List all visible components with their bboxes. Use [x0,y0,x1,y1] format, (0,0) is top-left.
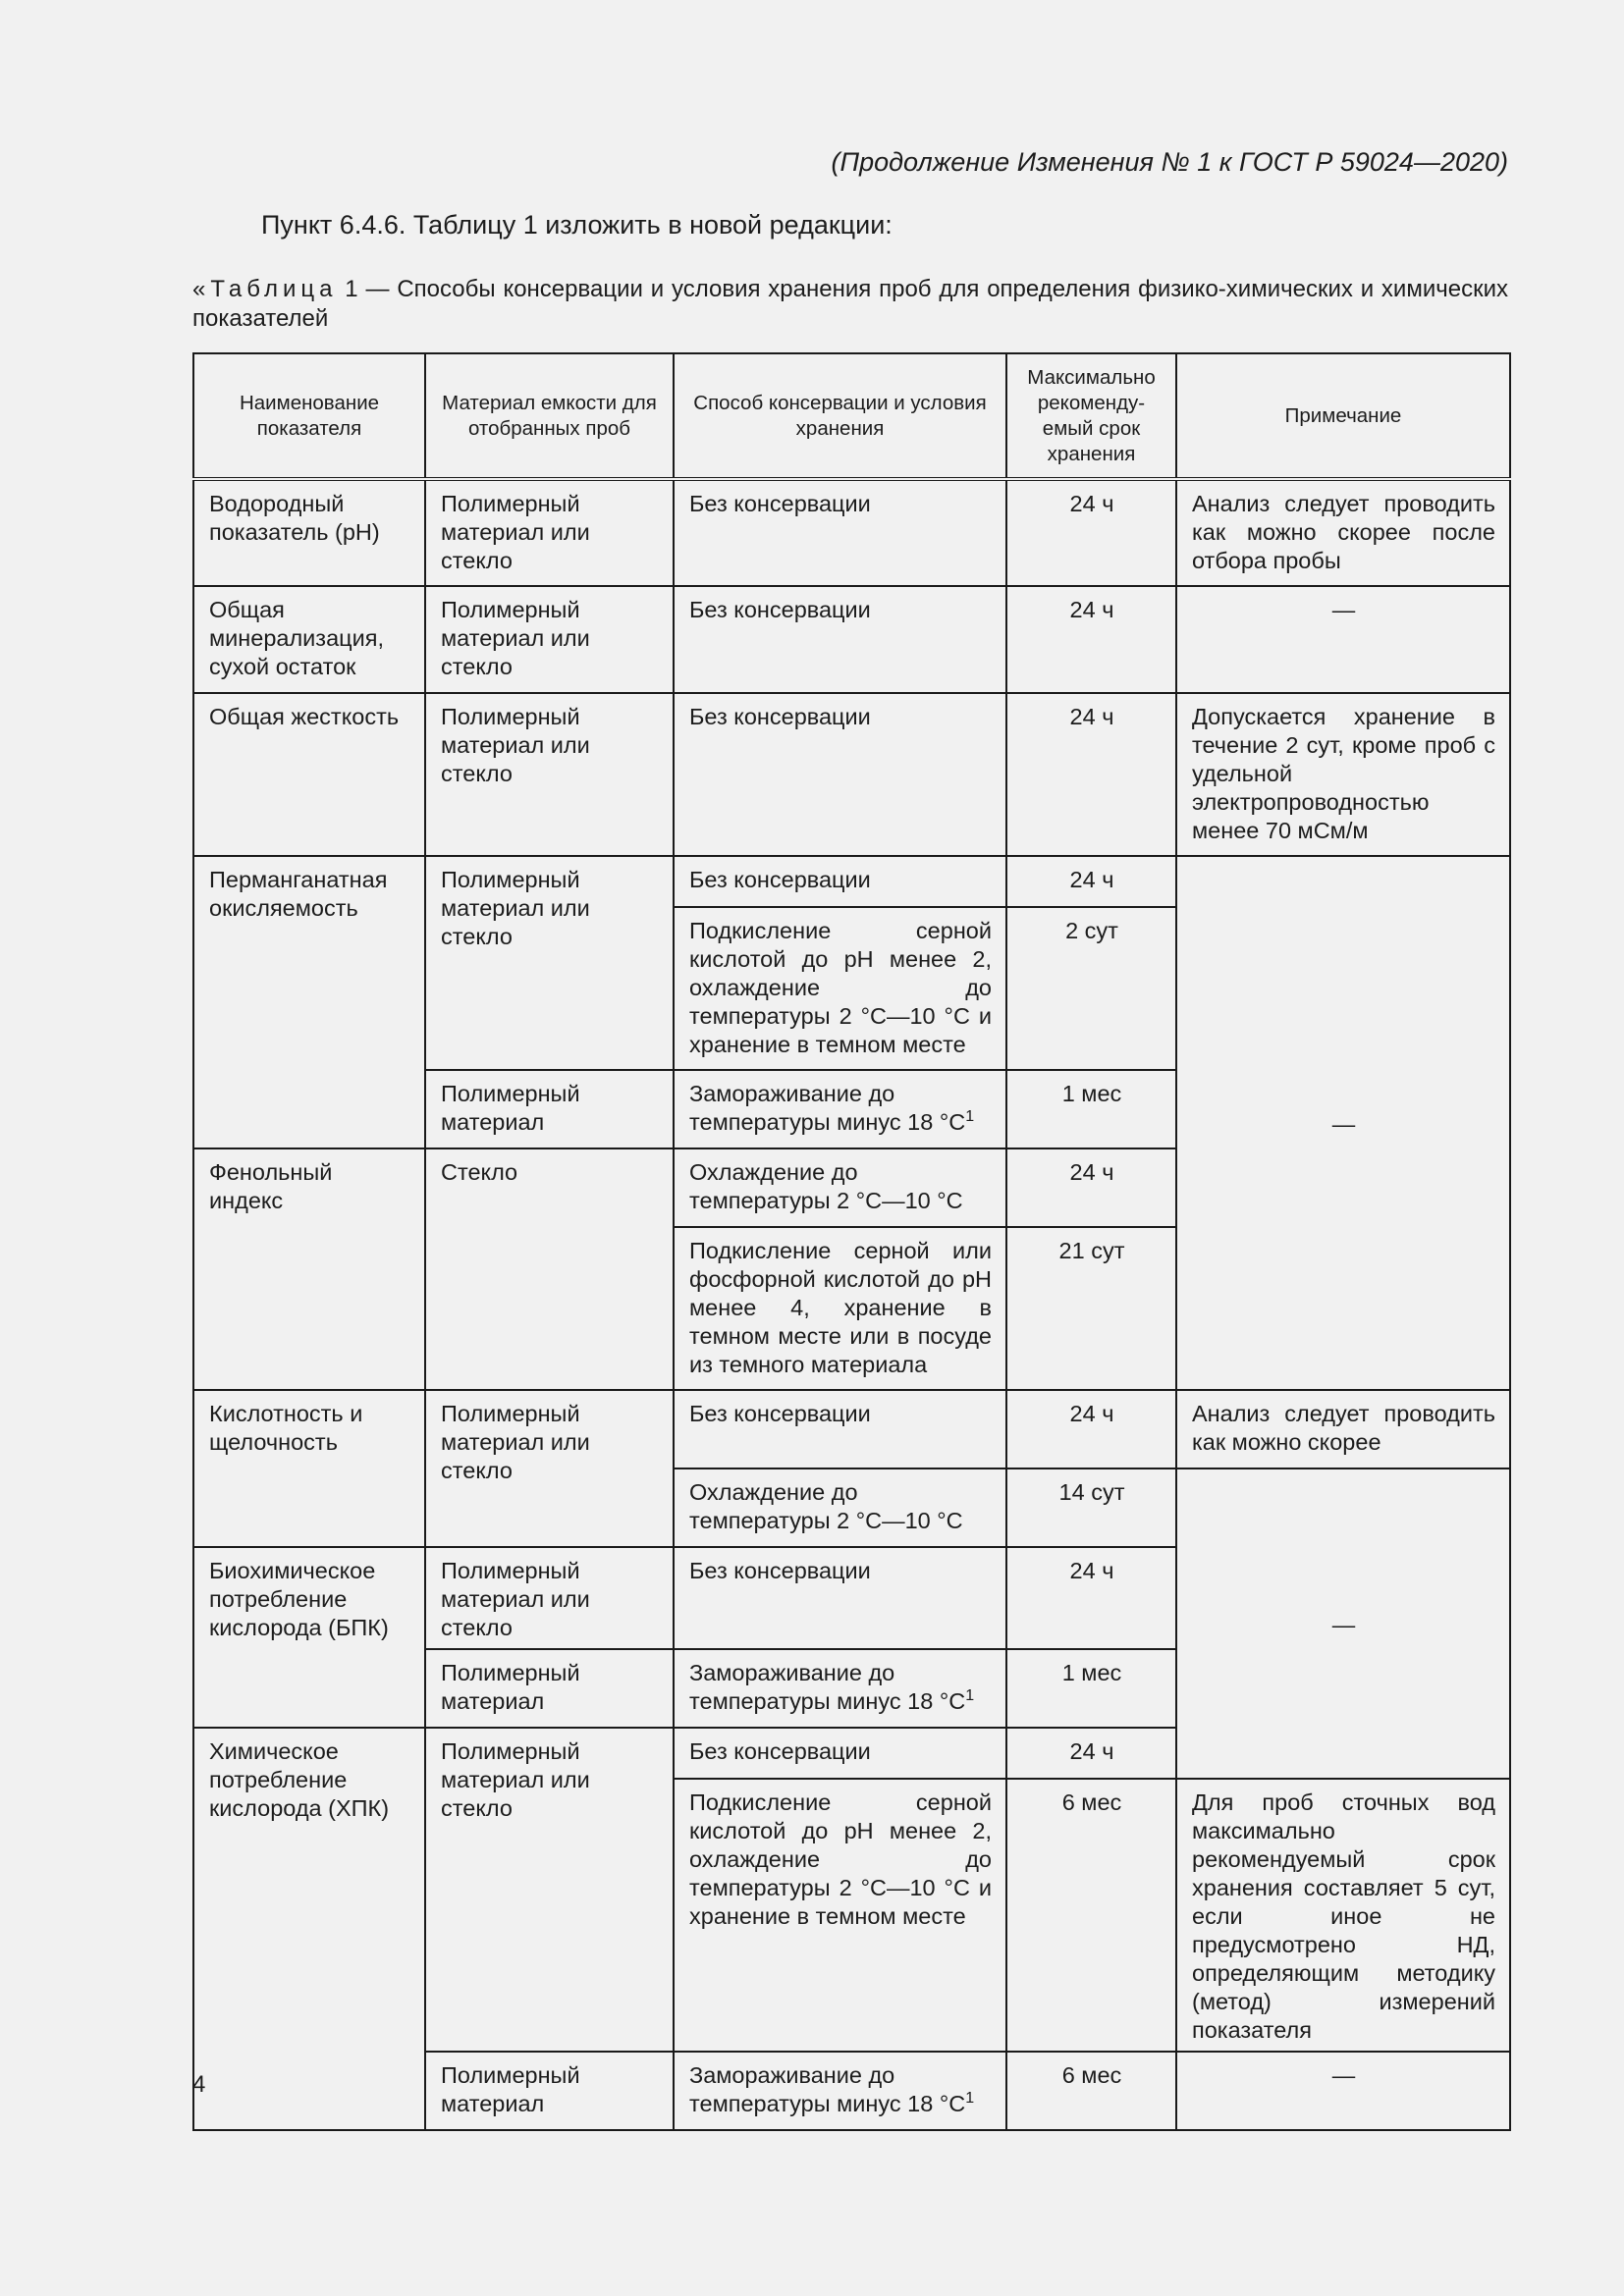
column-header: Максимально рекоменду-емый срок хранения [1006,353,1176,479]
storage-term: 1 мес [1006,1070,1176,1148]
footnote-mark: 1 [965,2090,975,2108]
indicator-name: Химическое потребление кислорода (ХПК) [193,1728,425,2130]
column-header: Способ консервации и условия хранения [674,353,1006,479]
storage-term: 24 ч [1006,1728,1176,1779]
storage-term: 24 ч [1006,586,1176,693]
storage-term: 24 ч [1006,1148,1176,1227]
preservation-method: Охлаждение до температуры 2 °C—10 °C [674,1468,1006,1547]
table-row [193,479,1510,586]
indicator-name: Перманганатная окисляемость [193,856,425,1148]
preservation-method: Без консервации [674,856,1006,907]
storage-term: 6 мес [1006,2052,1176,2130]
storage-term: 24 ч [1006,479,1176,586]
preservation-method: Без консервации [674,1390,1006,1468]
preservation-method: Без консервации [674,1547,1006,1649]
storage-conditions-table [192,352,1511,2131]
container-material: Стекло [425,1148,674,1390]
storage-term: 14 сут [1006,1468,1176,1547]
preservation-method: Подкисление серной или фосфорной кислотой до pH менее 4, хранение в темном месте или в посуде из темного материала [674,1227,1006,1390]
container-material: Полимерный материал или стекло [425,856,674,1070]
container-material: Полимерный материал [425,1649,674,1728]
table-caption [192,275,1508,334]
page-number: 4 [192,2071,206,2098]
storage-term: 1 мес [1006,1649,1176,1728]
note: Для проб сточных вод максимально рекомендуемый срок хранения составляет 5 сут, если иное не предусмотрено НД, определяющим методику (метод) измерений показателя [1176,1779,1510,2052]
method-text: Замораживание до температуры минус 18 °C [689,1660,966,1714]
container-material: Полимерный материал или стекло [425,586,674,693]
column-header: Примечание [1176,353,1510,479]
indicator-name: Общая жесткость [193,693,425,856]
method-text: Замораживание до температуры минус 18 °C [689,1081,966,1135]
container-material: Полимерный материал или стекло [425,1728,674,2052]
note: — [1176,2052,1510,2130]
container-material: Полимерный материал [425,2052,674,2130]
table-row [193,586,1510,693]
container-material: Полимерный материал или стекло [425,1547,674,1649]
storage-term: 24 ч [1006,1390,1176,1468]
footnote-mark: 1 [965,1108,975,1126]
caption-text: 1 — Способы консервации и условия хранения проб для определения физико-химических и химических показателей [192,276,1509,332]
preservation-method: Подкисление серной кислотой до pH менее 2, охлаждение до температуры 2 °C—10 °C и хранение в темном месте [674,907,1006,1070]
table-header-row [193,353,1510,479]
indicator-name: Водородный показатель (pH) [193,479,425,586]
preservation-method: Без консервации [674,1728,1006,1779]
note: Анализ следует проводить как можно скорее [1176,1390,1510,1468]
preservation-method: Подкисление серной кислотой до pH менее 2, охлаждение до температуры 2 °C—10 °C и хранение в темном месте [674,1779,1006,2052]
container-material: Полимерный материал или стекло [425,693,674,856]
table-row [193,693,1510,856]
storage-term: 21 сут [1006,1227,1176,1390]
preservation-method: Без консервации [674,586,1006,693]
preservation-method: Без консервации [674,693,1006,856]
note: — [1176,1468,1510,1779]
storage-term: 24 ч [1006,856,1176,907]
indicator-name: Общая минерализация, сухой остаток [193,586,425,693]
table-row [193,1390,1510,1468]
storage-term: 24 ч [1006,1547,1176,1649]
storage-term: 2 сут [1006,907,1176,1070]
note: Допускается хранение в течение 2 сут, кроме проб с удельной электропроводностью менее 70 мСм/м [1176,693,1510,856]
note: Анализ следует проводить как можно скорее после отбора пробы [1176,479,1510,586]
indicator-name: Биохимическое потребление кислорода (БПК) [193,1547,425,1728]
method-text: Замораживание до температуры минус 18 °C [689,2062,966,2116]
preservation-method: Охлаждение до температуры 2 °C—10 °C [674,1148,1006,1227]
storage-term: 24 ч [1006,693,1176,856]
note: — [1176,586,1510,693]
preservation-method [674,1070,1006,1148]
indicator-name: Кислотность и щелочность [193,1390,425,1547]
running-header: (Продолжение Изменения № 1 к ГОСТ Р 59024—2020) [831,147,1508,177]
container-material: Полимерный материал или стекло [425,479,674,586]
footnote-mark: 1 [965,1687,975,1705]
table-row [193,856,1510,907]
preservation-method [674,1649,1006,1728]
container-material: Полимерный материал или стекло [425,1390,674,1547]
column-header: Наименование показателя [193,353,425,479]
intro-paragraph: Пункт 6.4.6. Таблицу 1 изложить в новой редакции: [261,210,893,240]
note: — [1176,856,1510,1390]
preservation-method [674,2052,1006,2130]
storage-term: 6 мес [1006,1779,1176,2052]
indicator-name: Фенольный индекс [193,1148,425,1390]
column-header: Материал емкости для отобранных проб [425,353,674,479]
caption-prefix: «Таблица [192,276,338,302]
preservation-method: Без консервации [674,479,1006,586]
container-material: Полимерный материал [425,1070,674,1148]
